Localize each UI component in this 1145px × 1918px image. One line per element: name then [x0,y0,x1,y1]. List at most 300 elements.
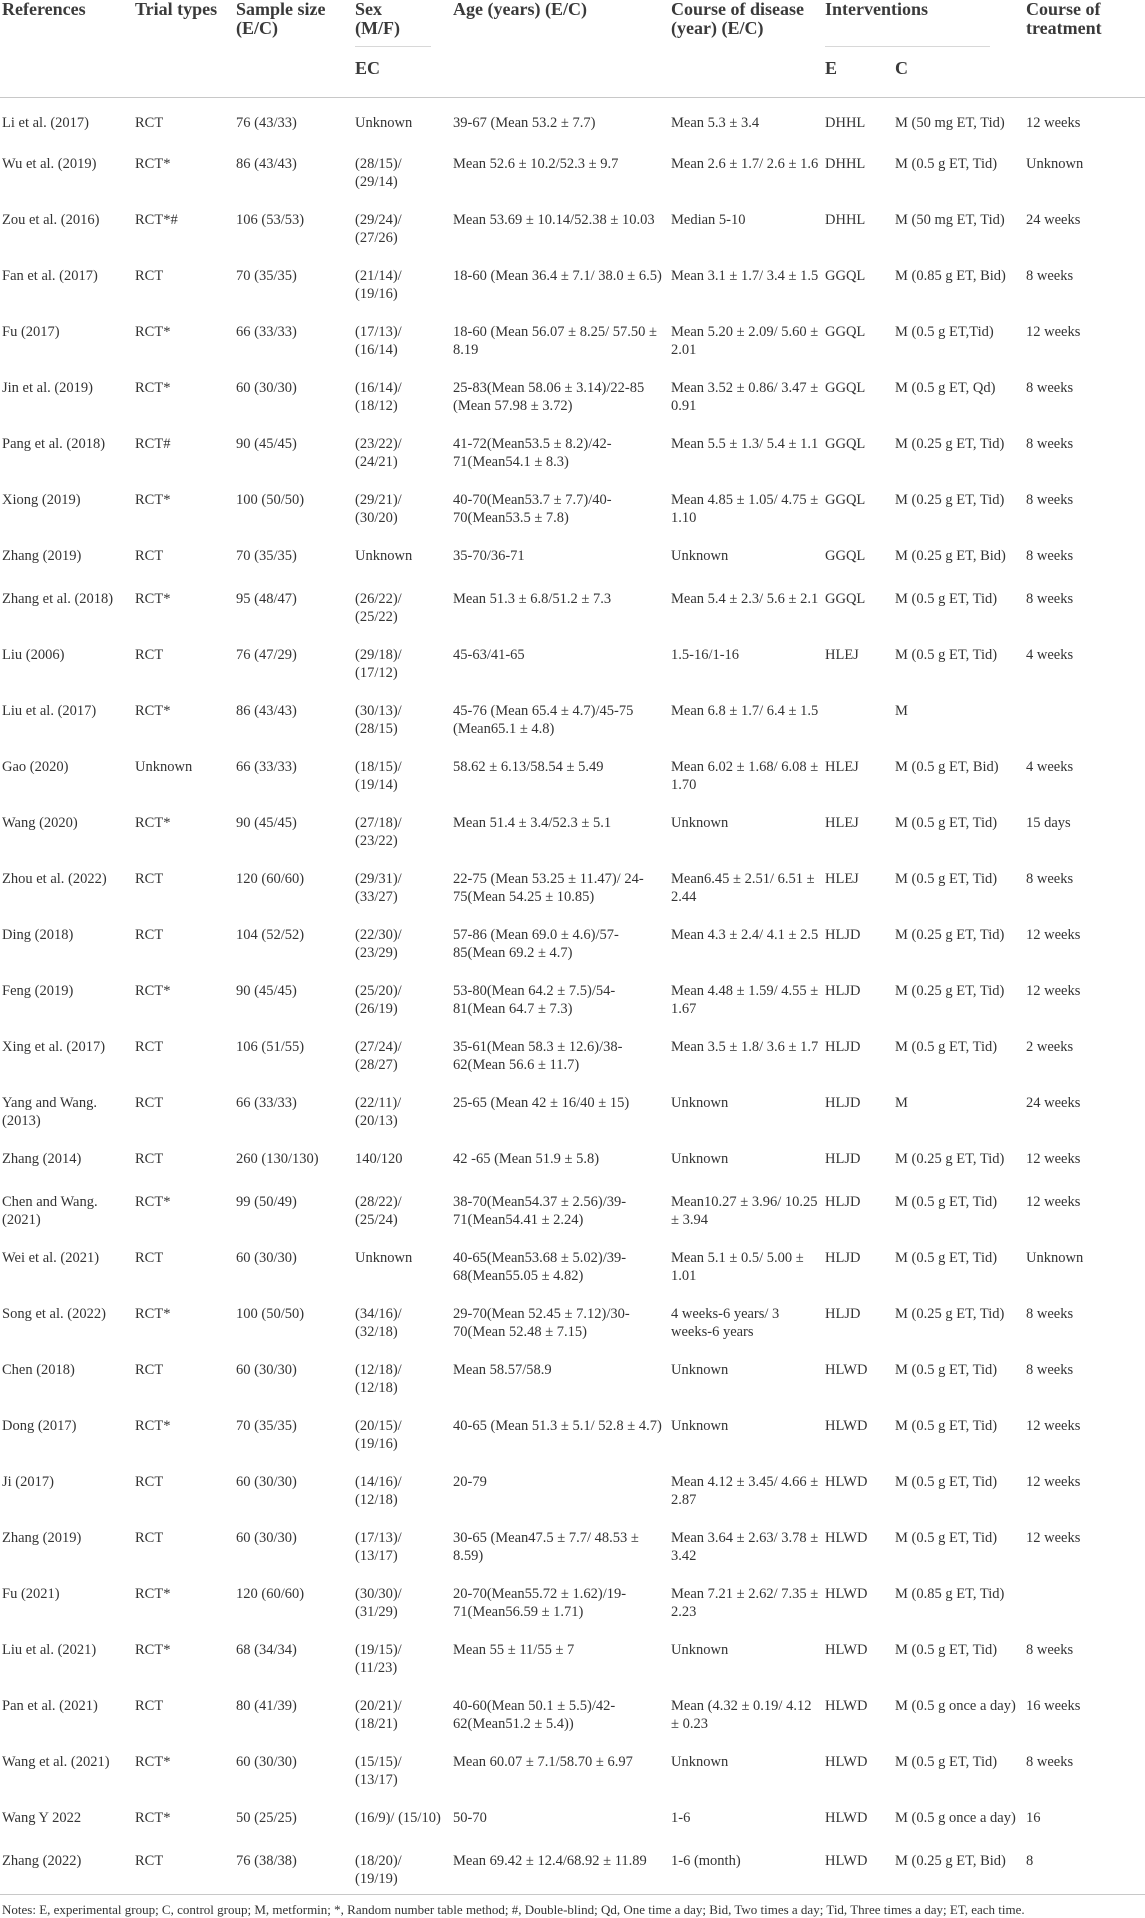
cell-intervention-c: M (0.5 g ET, Tid) [895,870,998,887]
cell-intervention-c: M (0.5 g ET, Tid) [895,1193,998,1210]
cell-reference: Gao (2020) [2,758,69,775]
cell-age: 40-60(Mean 50.1 ± 5.5)/42-62(Mean51.2 ± 5.4)) [453,1697,616,1732]
cell-intervention-c: M (0.5 g ET, Tid) [895,1529,998,1546]
cell-reference: Wang Y 2022 [2,1809,82,1826]
cell-course-treatment: 8 weeks [1026,870,1074,887]
header-interventions-c: C [895,58,908,78]
cell-sex: (20/15)/ (19/16) [355,1417,402,1452]
cell-course-disease: Mean 5.20 ± 2.09/ 5.60 ± 2.01 [671,323,819,358]
cell-age: Mean 55 ± 11/55 ± 7 [453,1641,575,1658]
table-row [0,800,1145,856]
cell-sample-size: 106 (51/55) [236,1038,305,1055]
table-row [0,477,1145,533]
cell-intervention-e: HLJD [825,1094,861,1111]
cell-sex: Unknown [355,547,413,564]
cell-age: 50-70 [453,1809,487,1826]
cell-course-treatment: 15 days [1026,814,1071,831]
cell-course-disease: Mean 6.8 ± 1.7/ 6.4 ± 1.5 [671,702,819,719]
table-row [0,1291,1145,1347]
cell-trial-type: RCT* [135,1753,171,1770]
cell-reference: Ji (2017) [2,1473,54,1490]
header-sample-size: Sample size (E/C) [234,0,353,98]
cell-intervention-c: M (0.25 g ET, Tid) [895,926,1005,943]
cell-sex: (27/24)/ (28/27) [355,1038,402,1073]
table-row [0,1459,1145,1515]
cell-intervention-e: HLWD [825,1641,868,1658]
cell-sex: (15/15)/ (13/17) [355,1753,402,1788]
cell-intervention-e: HLEJ [825,814,859,831]
cell-sex: Unknown [355,115,413,131]
cell-course-treatment: 16 weeks [1026,1697,1081,1714]
cell-trial-type: RCT [135,115,164,131]
cell-reference: Pan et al. (2021) [2,1697,98,1714]
cell-trial-type: RCT* [135,1641,171,1658]
cell-course-disease: Mean 4.12 ± 3.45/ 4.66 ± 2.87 [671,1473,819,1508]
cell-course-treatment: 24 weeks [1026,211,1081,228]
cell-reference: Zou et al. (2016) [2,211,100,228]
cell-age: Mean 52.6 ± 10.2/52.3 ± 9.7 [453,155,619,172]
cell-sample-size: 90 (45/45) [236,814,297,831]
cell-sample-size: 260 (130/130) [236,1150,319,1167]
table-notes: Notes: E, experimental group; C, control group; M, metformin; *, Random number table method; #, Double-blind; Qd, One time a day; Bid, Two times a day; Tid, Three times a day; ET, each time. [2,1901,1025,1917]
cell-sex: (22/30)/ (23/29) [355,926,402,961]
cell-sample-size: 60 (30/30) [236,1529,297,1546]
table-row [0,1515,1145,1571]
cell-trial-type: RCT [133,1838,234,1895]
cell-sample-size: 76 (43/33) [236,115,297,131]
table-row [0,1080,1145,1136]
cell-intervention-c: M (0.5 g ET, Tid) [895,1249,998,1266]
cell-trial-type: RCT# [135,435,171,452]
cell-course-treatment: 16 [1026,1809,1041,1826]
cell-course-treatment: 4 weeks [1026,758,1074,775]
cell-sample-size: 70 (35/35) [236,547,297,564]
table-row [0,968,1145,1024]
cell-intervention-c: M (0.5 g ET, Tid) [895,155,998,172]
cell-intervention-e: GGQL [825,547,866,564]
cell-reference: Zhang (2019) [2,547,82,564]
table-row [0,1571,1145,1627]
cell-intervention-c: M (0.5 g ET, Tid) [895,646,998,663]
cell-reference: Chen (2018) [2,1361,75,1378]
cell-intervention-e: HLWD [825,1473,868,1490]
cell-course-disease: Mean 4.3 ± 2.4/ 4.1 ± 2.5 [671,926,819,943]
cell-sex: (22/11)/ (20/13) [355,1094,402,1129]
table-row [0,1403,1145,1459]
cell-age: 25-83(Mean 58.06 ± 3.14)/22-85 (Mean 57.98 ± 3.72) [453,379,645,414]
header-interventions-e: E [825,58,838,78]
cell-course-disease: Unknown [671,1641,729,1658]
cell-course-disease: 1-6 [671,1809,691,1826]
cell-sample-size: 100 (50/50) [236,491,305,508]
cell-course-disease: 1.5-16/1-16 [671,646,740,663]
cell-course-treatment: 8 weeks [1026,1361,1074,1378]
cell-age: 45-76 (Mean 65.4 ± 4.7)/45-75 (Mean65.1 ± 4.8) [453,702,634,737]
cell-sex: (30/13)/ (28/15) [355,702,402,737]
cell-trial-type: RCT* [135,155,171,172]
table-row [0,309,1145,365]
cell-course-treatment: 8 weeks [1026,1305,1074,1322]
cell-reference: Li et al. (2017) [2,115,89,131]
cell-reference: Yang and Wang. (2013) [2,1094,97,1129]
cell-intervention-c: M (0.5 g ET, Tid) [895,590,998,607]
cell-sex: (17/13)/ (16/14) [355,323,402,358]
cell-trial-type: RCT* [135,323,171,340]
cell-sex: (27/18)/ (23/22) [355,814,402,849]
cell-course-disease: Mean 3.64 ± 2.63/ 3.78 ± 3.42 [671,1529,819,1564]
cell-trial-type: RCT [135,267,164,284]
cell-intervention-e: HLJD [825,1249,861,1266]
header-sex-group [353,0,451,98]
cell-sex: (25/20)/ (26/19) [355,982,402,1017]
cell-sample-size: 50 (25/25) [236,1809,297,1826]
cell-intervention-c: M (0.5 g ET, Tid) [895,1417,998,1434]
cell-trial-type: RCT [135,646,164,663]
table-row [0,576,1145,632]
cell-age: 20-79 [453,1473,487,1490]
cell-intervention-c: M (0.5 g ET, Qd) [895,379,996,396]
cell-sample-size: 68 (34/34) [236,1641,297,1658]
table-row [0,1739,1145,1795]
table-row [0,1136,1145,1179]
cell-intervention-e: HLWD [825,1361,868,1378]
cell-course-treatment: 8 weeks [1026,1641,1074,1658]
cell-age: 42 -65 (Mean 51.9 ± 5.8) [453,1150,600,1167]
cell-age: Mean 60.07 ± 7.1/58.70 ± 6.97 [453,1753,633,1770]
cell-sex: (12/18)/ (12/18) [355,1361,402,1396]
cell-reference: Chen and Wang. (2021) [2,1193,98,1228]
header-references: References [0,0,133,98]
cell-age: 18-60 (Mean 56.07 ± 8.25/ 57.50 ± 8.19 [453,323,657,358]
cell-course-disease: Unknown [671,1094,729,1111]
header-trial-types: Trial types [133,0,234,98]
header-sex-sub: EC [355,58,381,78]
cell-sample-size: 60 (30/30) [236,1361,297,1378]
cell-sex: (21/14)/ (19/16) [355,267,402,302]
cell-sex: 140/120 [355,1150,403,1167]
cell-trial-type: RCT [135,926,164,943]
cell-sex: (16/14)/ (18/12) [355,379,402,414]
cell-age: 45-63/41-65 [453,646,525,663]
cell-intervention-e: HLWD [823,1838,893,1895]
cell-age: 41-72(Mean53.5 ± 8.2)/42-71(Mean54.1 ± 8.3) [453,435,612,470]
cell-trial-type: Unknown [135,758,193,775]
cell-intervention-c: M (0.5 g ET, Tid) [895,1361,998,1378]
cell-trial-type: RCT [135,1249,164,1266]
cell-sex: (23/22)/ (24/21) [355,435,402,470]
header-sex: Sex (M/F) [355,0,431,47]
cell-course-treatment: Unknown [1026,1249,1084,1266]
table-row [0,1347,1145,1403]
cell-course-disease: 4 weeks-6 years/ 3 weeks-6 years [671,1305,780,1340]
table-row [0,253,1145,309]
cell-age: 25-65 (Mean 42 ± 16/40 ± 15) [453,1094,630,1111]
cell-sex: (20/21)/ (18/21) [355,1697,402,1732]
cell-intervention-e: HLWD [825,1529,868,1546]
cell-age: 38-70(Mean54.37 ± 2.56)/39-71(Mean54.41 ± 2.24) [453,1193,627,1228]
cell-course-disease: Median 5-10 [671,211,746,228]
table-row [0,1838,1145,1895]
cell-trial-type: RCT [135,1697,164,1714]
header-age: Age (years) (E/C) [451,0,669,98]
cell-reference: Xing et al. (2017) [2,1038,106,1055]
cell-intervention-e: HLWD [825,1697,868,1714]
cell-course-disease: Mean 7.21 ± 2.62/ 7.35 ± 2.23 [671,1585,819,1620]
cell-course-disease: Unknown [671,1150,729,1167]
table-row [0,1627,1145,1683]
cell-age: Mean 51.4 ± 3.4/52.3 ± 5.1 [453,814,612,831]
cell-trial-type: RCT* [135,982,171,999]
cell-sample-size: 86 (43/43) [236,155,297,172]
cell-intervention-c: M (0.5 g ET, Tid) [895,1753,998,1770]
cell-intervention-c: M (50 mg ET, Tid) [895,211,1005,228]
cell-intervention-c: M (0.5 g once a day) [895,1697,1016,1714]
cell-course-treatment: 8 weeks [1026,547,1074,564]
cell-sample-size: 120 (60/60) [236,870,305,887]
cell-intervention-c: M (0.5 g ET, Bid) [895,758,999,775]
cell-sample-size: 66 (33/33) [236,758,297,775]
cell-intervention-c: M (50 mg ET, Tid) [895,115,1005,131]
cell-course-treatment: 8 weeks [1026,267,1074,284]
cell-intervention-e: HLWD [825,1585,868,1602]
cell-course-treatment: 8 weeks [1026,379,1074,396]
cell-sample-size: 60 (30/30) [236,379,297,396]
cell-intervention-c: M (0.85 g ET, Tid) [895,1585,1005,1602]
cell-intervention-e: GGQL [825,267,866,284]
header-interventions-group [823,0,1024,98]
table-row [0,1235,1145,1291]
cell-age: 40-70(Mean53.7 ± 7.7)/40-70(Mean53.5 ± 7.8) [453,491,612,526]
cell-course-disease: Mean 5.4 ± 2.3/ 5.6 ± 2.1 [671,590,819,607]
cell-course-treatment [1024,1571,1145,1627]
cell-sex: (28/15)/ (29/14) [355,155,402,190]
table-row [0,856,1145,912]
cell-trial-type: RCT* [135,814,171,831]
cell-intervention-e: GGQL [825,590,866,607]
cell-sex: (17/13)/ (13/17) [355,1529,402,1564]
cell-course-disease: Mean (4.32 ± 0.19/ 4.12 ± 0.23 [671,1697,812,1732]
table-row [0,1179,1145,1235]
cell-course-treatment: 8 weeks [1026,491,1074,508]
cell-course-treatment: 12 weeks [1026,1417,1081,1434]
cell-trial-type: RCT [135,1529,164,1546]
cell-trial-type: RCT [135,1038,164,1055]
cell-intervention-e: HLWD [825,1753,868,1770]
cell-sample-size: 104 (52/52) [236,926,305,943]
cell-intervention-e: GGQL [825,323,866,340]
cell-trial-type: RCT [135,1150,164,1167]
cell-sex: (29/24)/ (27/26) [355,211,402,246]
cell-sex: (29/31)/ (33/27) [355,870,402,905]
cell-sample-size: 66 (33/33) [236,1094,297,1111]
cell-intervention-e: HLJD [825,926,861,943]
cell-course-treatment: 12 weeks [1026,982,1081,999]
cell-trial-type: RCT* [135,1809,171,1826]
cell-trial-type: RCT [135,1094,164,1111]
cell-reference: Wang et al. (2021) [2,1753,110,1770]
table-row [0,533,1145,576]
header-course-disease: Course of disease (year) (E/C) [669,0,823,98]
cell-intervention-e: GGQL [825,379,866,396]
cell-intervention-e: HLJD [825,1038,861,1055]
cell-intervention-e: DHHL [825,115,866,131]
cell-intervention-c: M [895,1094,908,1111]
table-row [0,1024,1145,1080]
cell-sex: (18/15)/ (19/14) [355,758,402,793]
cell-intervention-c: M (0.5 g ET, Tid) [895,1641,998,1658]
cell-course-disease: Mean6.45 ± 2.51/ 6.51 ± 2.44 [671,870,815,905]
cell-reference: Zhang (2014) [2,1150,82,1167]
cell-age: Mean 53.69 ± 10.14/52.38 ± 10.03 [453,211,655,228]
cell-sample-size: 120 (60/60) [236,1585,305,1602]
table-row [0,688,1145,744]
cell-course-disease: Mean 2.6 ± 1.7/ 2.6 ± 1.6 [671,155,819,172]
cell-age: 58.62 ± 6.13/58.54 ± 5.49 [453,758,604,775]
header-interventions-sub [825,47,1020,78]
cell-course-disease: Mean 6.02 ± 1.68/ 6.08 ± 1.70 [671,758,819,793]
cell-sex: (14/16)/ (12/18) [355,1473,402,1508]
cell-course-disease: Mean 5.5 ± 1.3/ 5.4 ± 1.1 [671,435,819,452]
cell-course-treatment: 4 weeks [1026,646,1074,663]
cell-intervention-c: M (0.25 g ET, Tid) [895,982,1005,999]
cell-reference: Liu et al. (2017) [2,702,97,719]
cell-intervention-c: M (0.5 g ET, Tid) [895,814,998,831]
cell-sample-size: 70 (35/35) [236,267,297,284]
cell-sample-size: 100 (50/50) [236,1305,305,1322]
cell-sample-size: 60 (30/30) [236,1753,297,1770]
cell-age: 30-65 (Mean47.5 ± 7.7/ 48.53 ± 8.59) [453,1529,639,1564]
cell-age: 35-61(Mean 58.3 ± 12.6)/38-62(Mean 56.6 ± 11.7) [453,1038,623,1073]
cell-sample-size: 60 (30/30) [236,1473,297,1490]
cell-age: 40-65 (Mean 51.3 ± 5.1/ 52.8 ± 4.7) [453,1417,662,1434]
cell-intervention-c: M (0.25 g ET, Bid) [895,547,1006,564]
cell-course-disease: Mean 5.1 ± 0.5/ 5.00 ± 1.01 [671,1249,804,1284]
cell-trial-type: RCT [135,870,164,887]
cell-intervention-c: M (0.5 g once a day) [895,1809,1016,1826]
cell-course-treatment: 8 weeks [1026,590,1074,607]
cell-reference: Pang et al. (2018) [2,435,106,452]
cell-sample-size: 70 (35/35) [236,1417,297,1434]
cell-course-treatment: 2 weeks [1026,1038,1074,1055]
cell-course-treatment: 12 weeks [1026,1193,1081,1210]
table-row [0,744,1145,800]
table-row [0,632,1145,688]
cell-reference: Zhang (2019) [2,1529,82,1546]
cell-sex: (29/18)/ (17/12) [355,646,402,681]
cell-intervention-e: DHHL [825,155,866,172]
cell-intervention-e: HLWD [825,1417,868,1434]
cell-age: Mean 69.42 ± 12.4/68.92 ± 11.89 [451,1838,669,1895]
cell-intervention-e: HLJD [825,1150,861,1167]
cell-intervention-c: M (0.25 g ET, Tid) [895,1150,1005,1167]
cell-course-disease: 1-6 (month) [669,1838,823,1895]
cell-sex: Unknown [355,1249,413,1266]
cell-sample-size: 80 (41/39) [236,1697,297,1714]
table-row [0,141,1145,197]
cell-sample-size: 95 (48/47) [236,590,297,607]
cell-reference: Fu (2021) [2,1585,60,1602]
cell-sample-size: 76 (47/29) [236,646,297,663]
cell-course-treatment: 8 weeks [1026,435,1074,452]
cell-sex: (34/16)/ (32/18) [355,1305,402,1340]
cell-reference: Ding (2018) [2,926,74,943]
cell-sample-size: 60 (30/30) [236,1249,297,1266]
cell-course-treatment: 12 weeks [1026,115,1081,131]
table-header [0,0,1145,98]
cell-sex: (19/15)/ (11/23) [355,1641,402,1676]
cell-trial-type: RCT [135,547,164,564]
cell-reference: Liu et al. (2021) [2,1641,97,1658]
table-row [0,365,1145,421]
cell-intervention-e: HLEJ [825,870,859,887]
table-row [0,98,1145,141]
cell-course-treatment: 24 weeks [1026,1094,1081,1111]
cell-reference: Xiong (2019) [2,491,81,508]
cell-age: Mean 51.3 ± 6.8/51.2 ± 7.3 [453,590,612,607]
cell-sex: (26/22)/ (25/22) [355,590,402,625]
table-row [0,421,1145,477]
cell-sample-size: 66 (33/33) [236,323,297,340]
cell-age: 53-80(Mean 64.2 ± 7.5)/54-81(Mean 64.7 ± 7.3) [453,982,616,1017]
cell-sample-size: 76 (38/38) [234,1838,353,1895]
cell-intervention-c: M (0.25 g ET, Tid) [895,1305,1005,1322]
cell-trial-type: RCT* [135,379,171,396]
cell-sample-size: 106 (53/53) [236,211,305,228]
cell-intervention-c: M (0.25 g ET, Tid) [895,435,1005,452]
cell-trial-type: RCT* [135,1585,171,1602]
cell-course-disease: Mean 4.85 ± 1.05/ 4.75 ± 1.10 [671,491,819,526]
cell-age: 18-60 (Mean 36.4 ± 7.1/ 38.0 ± 6.5) [453,267,662,284]
cell-course-treatment: 12 weeks [1026,926,1081,943]
header-interventions: Interventions [825,0,990,47]
cell-trial-type: RCT [135,1361,164,1378]
cell-age: 39-67 (Mean 53.2 ± 7.7) [453,115,596,131]
cell-intervention-e: HLJD [825,1305,861,1322]
cell-intervention-e: DHHL [825,211,866,228]
cell-course-disease: Mean 4.48 ± 1.59/ 4.55 ± 1.67 [671,982,819,1017]
cell-course-disease: Unknown [671,1753,729,1770]
cell-reference: Wang (2020) [2,814,78,831]
cell-age: 20-70(Mean55.72 ± 1.62)/19-71(Mean56.59 ± 1.71) [453,1585,627,1620]
cell-reference: Jin et al. (2019) [2,379,94,396]
cell-reference: Zhou et al. (2022) [2,870,107,887]
cell-reference: Song et al. (2022) [2,1305,106,1322]
cell-age: 35-70/36-71 [453,547,525,564]
cell-age: 40-65(Mean53.68 ± 5.02)/39-68(Mean55.05 ± 4.82) [453,1249,627,1284]
cell-intervention-e: HLWD [825,1809,868,1826]
cell-course-disease: Mean 3.5 ± 1.8/ 3.6 ± 1.7 [671,1038,819,1055]
cell-trial-type: RCT* [135,702,171,719]
table-row [0,1683,1145,1739]
cell-course-treatment [1024,688,1145,744]
cell-trial-type: RCT* [135,1417,171,1434]
cell-course-disease: Unknown [671,814,729,831]
cell-reference: Feng (2019) [2,982,74,999]
cell-sex: (16/9)/ (15/10) [355,1809,441,1826]
cell-reference: Fu (2017) [2,323,60,340]
cell-intervention-e: HLJD [825,1193,861,1210]
cell-age: 57-86 (Mean 69.0 ± 4.6)/57-85(Mean 69.2 ± 4.7) [453,926,619,961]
cell-trial-type: RCT* [135,1305,171,1322]
cell-sample-size: 90 (45/45) [236,435,297,452]
cell-course-treatment: 12 weeks [1026,1473,1081,1490]
cell-course-disease: Mean10.27 ± 3.96/ 10.25 ± 3.94 [671,1193,818,1228]
table-row [0,1795,1145,1838]
cell-course-disease: Unknown [671,1361,729,1378]
cell-trial-type: RCT* [135,590,171,607]
cell-trial-type: RCT* [135,491,171,508]
cell-course-disease: Mean 3.1 ± 1.7/ 3.4 ± 1.5 [671,267,819,284]
